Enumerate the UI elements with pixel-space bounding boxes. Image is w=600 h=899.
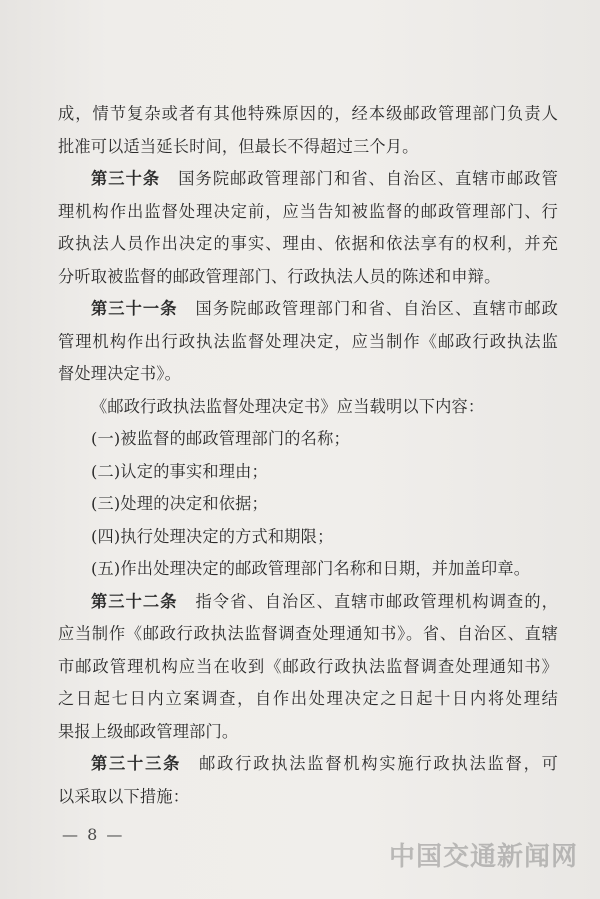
list-item: (一)被监督的邮政管理部门的名称； (91, 429, 350, 448)
article-label: 第三十一条 (91, 299, 178, 318)
article-32-line (58, 586, 558, 619)
text-line: 市邮政管理机构应当在收到《邮政行政执法监督调查处理通知书》 (58, 656, 558, 676)
article-30-line (58, 163, 558, 196)
article-33-line (58, 748, 558, 781)
text-line: 应当制作《邮政行政执法监督调查处理通知书》。省、自治区、直辖 (58, 624, 558, 643)
text-line: 理机构作出监督处理决定前，应当告知被监督的邮政管理部门、行 (58, 201, 558, 221)
list-item: (二)认定的事实和理由； (91, 461, 268, 481)
article-text: 国务院邮政管理部门和省、自治区、直辖市邮政 (195, 299, 559, 318)
text-line: 之日起七日内立案调查，自作出处理决定之日起十日内将处理结 (58, 689, 558, 708)
text-line: 分听取被监督的邮政管理部门、行政执法人员的陈述和申辩。 (58, 266, 501, 286)
text-line: 以采取以下措施： (58, 786, 190, 806)
text-line: 成，情节复杂或者有其他特殊原因的，经本级邮政管理部门负责人 (58, 104, 558, 123)
text-line: 督处理决定书》。 (58, 364, 181, 383)
list-item: (三)处理的决定和依据； (91, 494, 268, 513)
text-line: 《邮政行政执法监督处理决定书》应当载明以下内容： (91, 396, 485, 416)
page-number: — 8 — (62, 825, 125, 844)
article-text: 指令省、自治区、直辖市邮政管理机构调查的， (195, 591, 559, 611)
list-item: (四)执行处理决定的方式和期限； (91, 526, 334, 546)
article-label: 第三十条 (91, 169, 161, 188)
text-line: 批准可以适当延长时间，但最长不得超过三个月。 (58, 136, 419, 156)
article-text: 邮政行政执法监督机构实施行政执法监督，可 (199, 754, 559, 773)
article-text: 国务院邮政管理部门和省、自治区、直辖市邮政管 (178, 169, 558, 188)
article-label: 第三十二条 (91, 591, 178, 611)
watermark-logo: 中国交通新闻网 (388, 842, 578, 872)
list-item: (五)作出处理决定的邮政管理部门名称和日期，并加盖印章。 (91, 559, 531, 578)
text-line: 政执法人员作出决定的事实、理由、依据和依法享有的权利，并充 (58, 234, 558, 253)
text-line: 管理机构作出行政执法监督处理决定，应当制作《邮政行政执法监 (58, 331, 558, 351)
article-31-line (58, 293, 558, 326)
article-label: 第三十三条 (91, 754, 182, 773)
document-body (58, 98, 558, 813)
text-line: 果报上级邮政管理部门。 (58, 721, 239, 741)
